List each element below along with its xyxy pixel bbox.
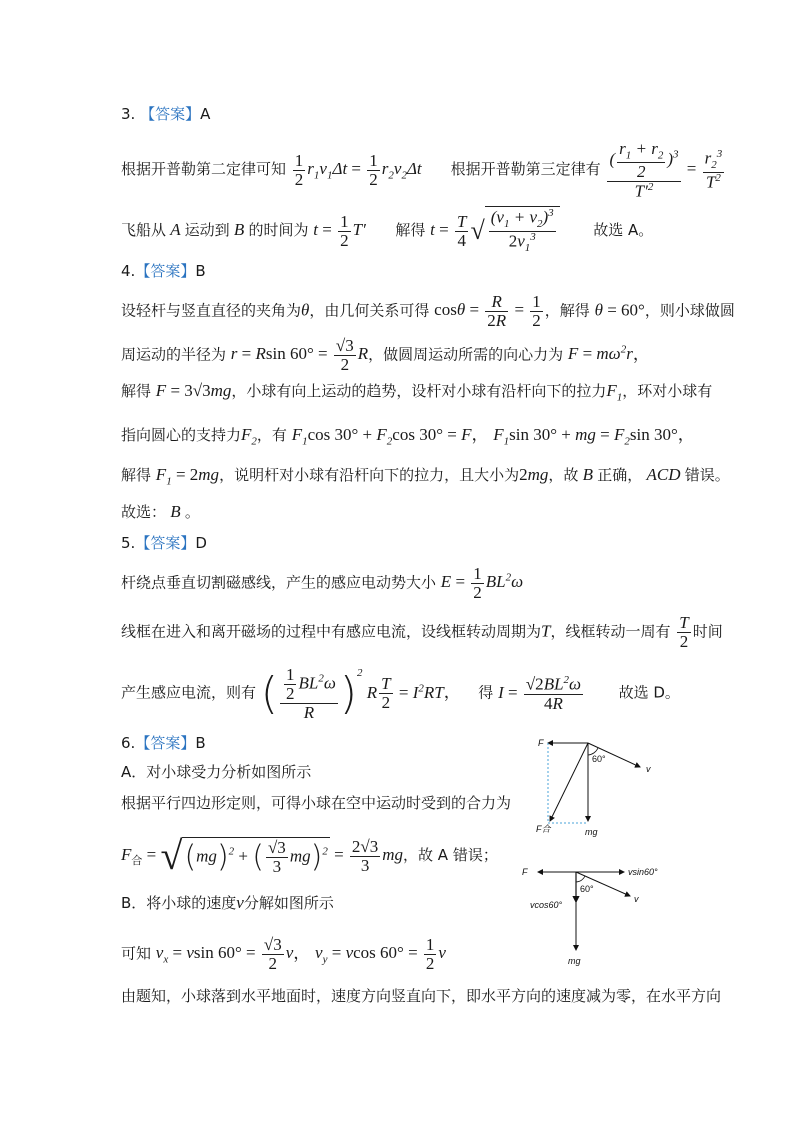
q4-2mg: 2mg (519, 465, 549, 484)
q4-l2b: ，做圆周运动所需的向心力为 (368, 345, 564, 364)
q4-cos-formula: cosθ = $\frac{R}{2R}$ = $\frac{1}{2}$ (434, 292, 541, 330)
fig1-label-mg: mg (585, 827, 598, 837)
q4-l1d: ，则小球做圆 (644, 301, 735, 320)
q6-b2: 可知 $v_x = vsin$ 60° = $\frac{√3}{2}$ v， $v_y = vcos$ 60° = $\frac{1}{2}$ v (121, 935, 446, 973)
fig2-label-v: v (634, 894, 639, 904)
q3-result-formula: t = $\frac{T}{4}$ √ $\frac{(v_1 + v_2)^3}{2v_1^3}$ (430, 220, 560, 239)
q3-point-b: B (229, 220, 249, 239)
q5-heading (121, 536, 207, 551)
q4-f2-symbol: $F_2$ (241, 425, 257, 448)
q3-kepler3-text: 根据开普勒第三定律有 (450, 160, 601, 179)
q4-l2a: 周运动的半径为 (121, 345, 227, 364)
q5-l2a: 线框在进入和离开磁场的过程中有感应电流，设线框转动周期为 (121, 622, 542, 641)
q4-centripetal-formula: $F = m\omega^2r$ (567, 343, 633, 364)
q6-answer-tag: 【答案】 (135, 734, 196, 752)
q4-line1 (121, 293, 735, 330)
q6-answer: B (195, 734, 206, 752)
q4-heading (121, 264, 206, 279)
q6-vy-formula: $v_y = vcos$ 60° = $\frac{1}{2}$ v (315, 935, 446, 973)
resultant-arrow (550, 743, 588, 821)
q4-final-choice: B (166, 502, 185, 521)
q3-l2d: 解得 (395, 221, 426, 239)
q3-kepler3-formula: ( $\frac{r_1 + r_2}{2}$ )$^3$ $T'^2$ = $\frac{r_2^3}{T^2}$ (609, 139, 723, 201)
q4-force-result: F = 3√3mg (155, 381, 232, 400)
q4-line2: 周运动的半径为 r = Rsin 60° = $\frac{√3}{2}$ R，做圆周运动所需的向心力为 $F = m\omega^2r$， (121, 336, 650, 374)
q4-l3b: ，小球有向上运动的趋势，设杆对小球有沿杆向下的拉力 (231, 382, 607, 400)
q6-heading (121, 736, 206, 751)
q5-number: 5. (121, 534, 136, 552)
q4-l1a: 设轻杆与竖直直径的夹角为 (121, 301, 302, 320)
q6-b1b-text: 分解如图所示 (243, 894, 334, 912)
q4-radius-formula: r = Rsin 60° = $\frac{√3}{2}$ R (230, 336, 369, 374)
q3-number: 3. (121, 105, 136, 123)
q4-option-b: B (578, 465, 598, 484)
q3-time-formula: t = $\frac{1}{2}$ T′ (313, 211, 366, 250)
q3-answer: A (200, 105, 211, 123)
q3-point-a: A (166, 220, 185, 239)
q5-conclusion: 故选 D。 (618, 683, 680, 702)
q4-answer: B (195, 262, 206, 280)
q6-v-symbol: v (236, 893, 244, 912)
q5-line3: 产生感应电流，则有 ( $\frac{1}{2}$ $BL^2\omega$ R )$^2$ R $\frac{T}{2}$ = $I^2RT$， 得 I = $\frac{√2BL^2\omega}{4R}$ 故选 D。 (121, 665, 680, 722)
q4-line6: 故选： B 。 (121, 502, 200, 521)
q6-a2: 根据平行四边形定则，可得小球在空中运动时受到的合力为 (121, 794, 512, 812)
fig1-label-v: v (646, 764, 651, 774)
q6-b1-text: B．将小球的速度 (121, 894, 237, 912)
q3-kepler2-text: 根据开普勒第二定律可知 (121, 160, 287, 179)
q6-b1 (121, 894, 334, 911)
q4-option-acd: ACD (642, 465, 685, 484)
fig2-label-vcos: vcos60° (530, 900, 563, 910)
q4-l5d: 正确， (597, 466, 643, 484)
q3-kepler2-formula: $\frac{1}{2}$ $r_1v_1\Delta t$ = $\frac{1}{2}$ $r_2v_2\Delta t$ (294, 150, 426, 189)
fig1-label-f: F (538, 738, 544, 748)
q6-resultant-formula: $F_合 = √(mg)^2$ + ( $\frac{√3}{3}$ mg)$^2$ = $\frac{2√3}{3}$ mg (121, 833, 404, 878)
q4-equation1: $F_1\cos$ $30^\circ + F_2\cos$ 30° = F (291, 425, 472, 448)
q3-l2c: 的时间为 (248, 221, 309, 239)
q5-answer-tag: 【答案】 (135, 534, 196, 552)
q4-theta: θ (301, 300, 310, 320)
fig2-label-f: F (522, 867, 528, 877)
q5-l2c: 时间 (692, 622, 723, 641)
q4-f1-result: $F_1 = 2mg$ (155, 465, 220, 488)
q5-l3a: 产生感应电流，则有 (121, 683, 257, 702)
q6-b2-text: 可知 (121, 944, 152, 963)
q4-line5 (121, 466, 730, 487)
q4-l5e: 错误。 (684, 466, 730, 484)
q5-line2 (121, 614, 723, 651)
q4-f1-symbol: $F_1$ (606, 381, 623, 404)
q5-l3b: 得 (478, 683, 494, 702)
q4-l6: 故选： (121, 503, 167, 521)
q3-heading (121, 107, 210, 122)
q3-l2b: 运动到 (184, 221, 230, 239)
q4-theta-result: θ = 60° (594, 300, 645, 320)
q3-conclusion: 故选 A。 (593, 221, 654, 239)
q4-equation2: $F_1\sin$ 30° + mg = $F_2\sin$ 30° (493, 425, 678, 448)
q4-l5b: ，说明杆对小球有沿杆向下的拉力，且大小为 (219, 466, 520, 484)
q5-answer: D (195, 534, 207, 552)
q6-a3 (121, 833, 498, 878)
q4-l3c: ，环对小球有 (622, 382, 713, 400)
q3-answer-tag: 【答案】 (140, 105, 201, 123)
q5-current-result: I = $\frac{√2BL^2\omega}{4R}$ (498, 674, 582, 713)
q4-number: 4. (121, 262, 136, 280)
q6-a1: A．对小球受力分析如图所示 (121, 763, 312, 781)
q4-l5c: ，故 (548, 466, 579, 484)
fig2-label-mg: mg (568, 956, 581, 966)
q5-half-period: $\frac{T}{2}$ (679, 613, 689, 651)
q4-l1b: ，由几何关系可得 (309, 301, 430, 320)
q4-l1c: ，解得 (544, 301, 590, 320)
q4-line3 (121, 382, 712, 403)
q3-line2 (121, 206, 653, 254)
q4-line4: 指向圆心的支持力$F_2$，有 $F_1\cos$ $30^\circ + F_2\cos$ 30° = F， $F_1\sin$ 30° + mg = $F_2\sin$ 30°， (121, 425, 695, 448)
q5-l1: 杆绕点垂直切割磁感线，产生的感应电动势大小 (121, 573, 437, 592)
q5-emf-formula: E = $\frac{1}{2}$ $BL^2\omega$ (440, 564, 524, 602)
q5-energy-equation: ( $\frac{1}{2}$ $BL^2\omega$ R )$^2$ R $\frac{T}{2}$ = $I^2RT$ (260, 665, 444, 722)
q4-l3a: 解得 (121, 382, 152, 400)
q6-number: 6. (121, 734, 136, 752)
q5-line1 (121, 565, 523, 602)
fig2-label-vsin: vsin60° (628, 867, 658, 877)
velocity-diagram (520, 860, 680, 970)
angle-arc-2 (576, 876, 585, 882)
fig1-label-fhe: F合 (536, 824, 551, 834)
q4-answer-tag: 【答案】 (135, 262, 196, 280)
q4-l4b: ，有 (256, 426, 287, 444)
q3-l2a: 飞船从 (121, 221, 167, 239)
q5-period-symbol: T (541, 621, 551, 641)
fig1-label-angle: 60° (592, 754, 606, 764)
q6-b3: 由题知，小球落到水平地面时，速度方向竖直向下，即水平方向的速度减为零，在水平方向 (121, 987, 722, 1005)
q6-vx-formula: $v_x = vsin$ 60° = $\frac{√3}{2}$ v (155, 935, 294, 973)
q4-l4a: 指向圆心的支持力 (121, 426, 242, 444)
q3-line1 (121, 140, 726, 200)
q6-a3-text: ，故 A 错误； (403, 845, 498, 864)
force-diagram (528, 735, 668, 840)
fig2-label-angle: 60° (580, 884, 594, 894)
q5-l2b: ，线框转动一周有 (550, 622, 671, 641)
q4-l5a: 解得 (121, 466, 152, 484)
